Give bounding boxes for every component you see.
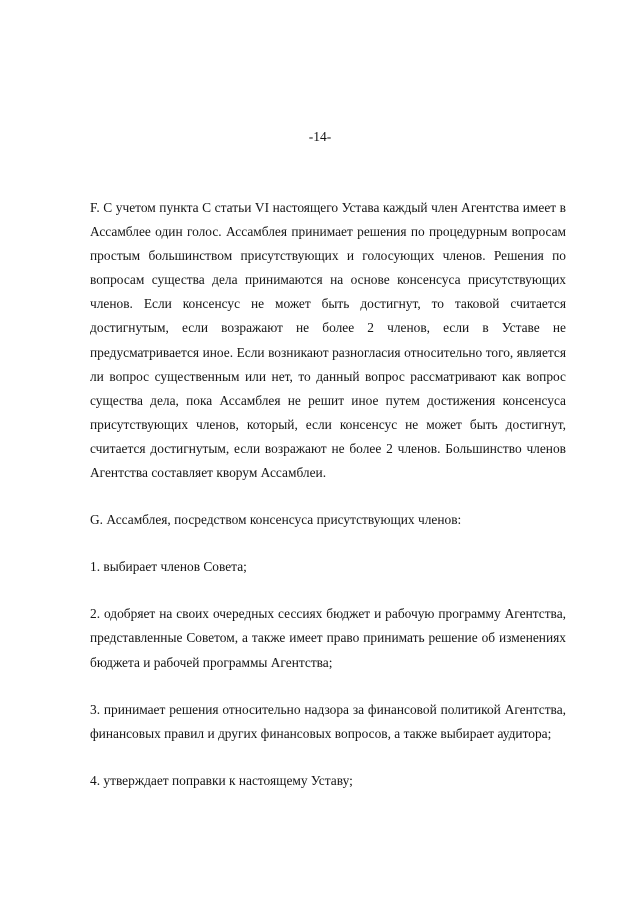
list-item-4: 4. утверждает поправки к настоящему Уставу; — [90, 772, 353, 788]
list-item-2: 2. одобряет на своих очередных сессиях бюджет и рабочую программу Агентства, представленные Советом, а также имеет право принимать решение об изменениях бюджета и рабочей программы Агентства; — [90, 606, 566, 670]
document-body — [90, 196, 566, 793]
list-item-1: 1. выбирает членов Совета; — [90, 559, 247, 575]
paragraph-f: F. С учетом пункта С статьи VI настоящего Устава каждый член Агентства имеет в Ассамблее один голос. Ассамблея принимает решения по процедурным вопросам простым большинством присутствующих и голосующих членов. Решения по вопросам существа дела принимаются на основе консенсуса присутствующих членов. Если консенсус не может быть достигнут, то таковой считается достигнутым, если возражают не более 2 членов, если в Уставе не предусматривается иное. Если возникают разногласия относительно того, является ли вопрос существенным или нет, то данный вопрос рассматривают как вопрос существа дела, пока Ассамблея не решит иное путем достижения консенсуса присутствующих членов, который, если консенсус не может быть достигнут, считается достигнутым, если возражают не более 2 членов. Большинство членов Агентства составляет кворум Ассамблеи. — [90, 200, 566, 481]
paragraph-g: G. Ассамблея, посредством консенсуса присутствующих членов: — [90, 512, 462, 528]
page-number: -14- — [308, 129, 332, 144]
list-item-3: 3. принимает решения относительно надзора за финансовой политикой Агентства, финансовых правил и других финансовых вопросов, а также выбирает аудитора; — [90, 701, 566, 741]
